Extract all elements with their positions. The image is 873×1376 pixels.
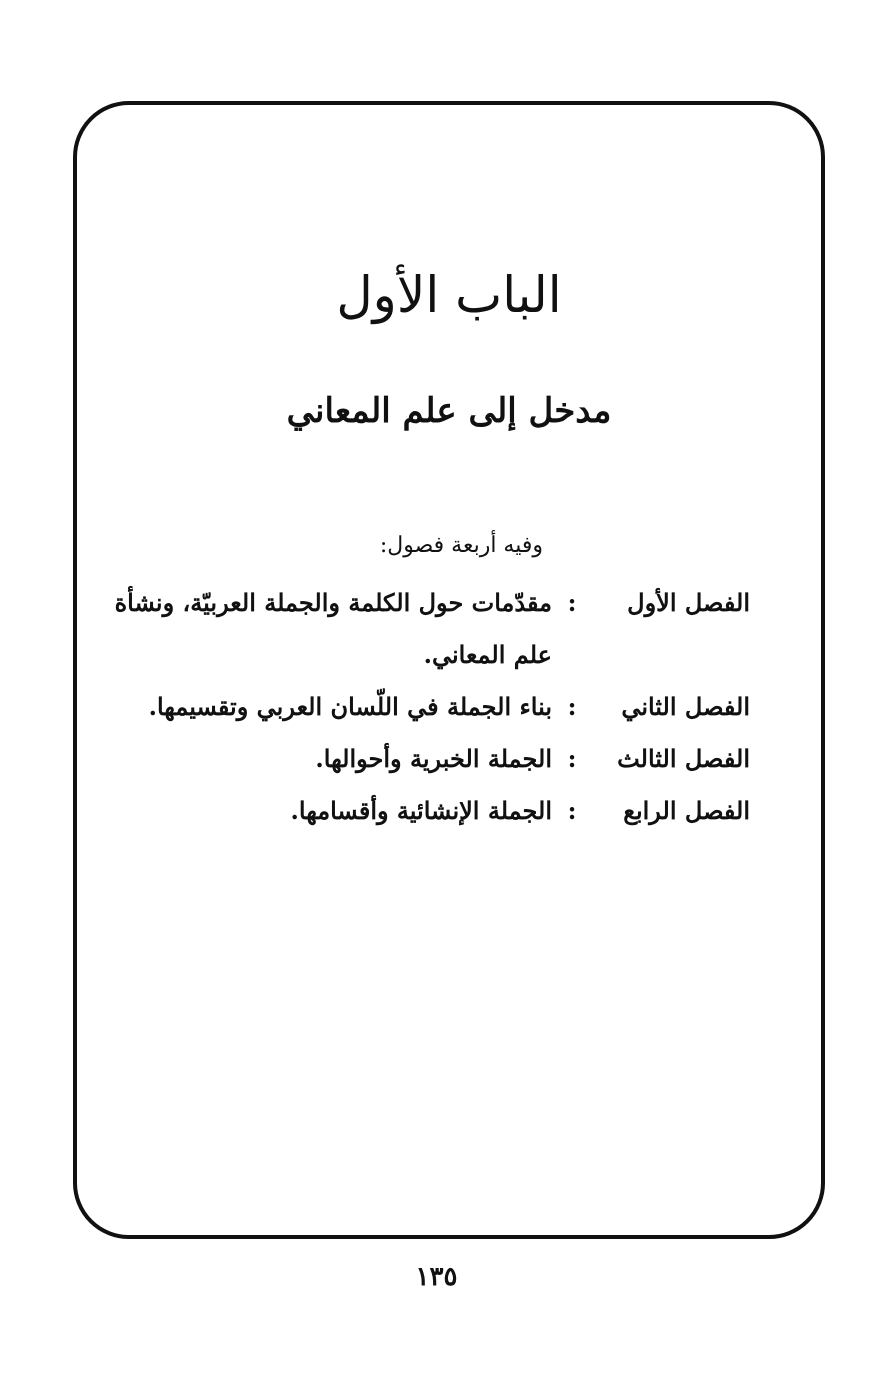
chapter-subtitle: مدخل إلى علم المعاني — [286, 391, 612, 431]
chapter-separator: : — [567, 744, 577, 773]
chapter-separator: : — [567, 796, 577, 825]
chapter-label: الفصل الثالث — [617, 744, 750, 773]
part-title: الباب الأول — [336, 266, 562, 324]
chapter-separator: : — [567, 692, 577, 721]
chapter-label: الفصل الثاني — [621, 692, 750, 721]
chapter-list — [70, 577, 750, 837]
list-item — [70, 681, 750, 733]
chapter-separator: : — [567, 588, 577, 617]
chapter-description: بناء الجملة في اللّسان العربي وتقسيمها. — [148, 692, 552, 721]
intro-text: وفيه أربعة فصول: — [379, 533, 543, 558]
list-item — [70, 733, 750, 785]
chapter-description: الجملة الخبرية وأحوالها. — [315, 744, 552, 773]
page-number: ١٣٥ — [415, 1262, 458, 1292]
list-item — [70, 577, 750, 681]
chapter-label: الفصل الرابع — [623, 796, 750, 825]
chapter-description: مقدّمات حول الكلمة والجملة العربيّة، ونشأة علم المعاني. — [114, 588, 552, 669]
chapter-description: الجملة الإنشائية وأقسامها. — [290, 796, 552, 825]
chapter-label: الفصل الأول — [627, 588, 750, 617]
list-item — [70, 785, 750, 837]
